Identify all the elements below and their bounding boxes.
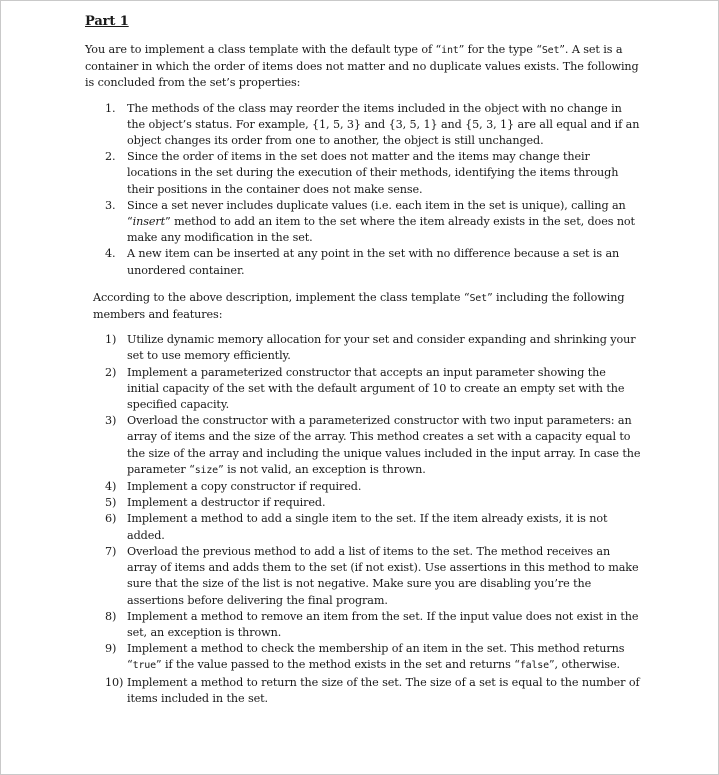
feature-item bbox=[85, 332, 641, 364]
lead-paragraph: According to the above description, implement the class template “Set” including the following members and features: bbox=[93, 290, 625, 322]
list-number: 6) bbox=[105, 512, 117, 526]
list-number: 8) bbox=[105, 609, 117, 623]
list-number: 10) bbox=[105, 675, 124, 689]
feature-item bbox=[85, 511, 641, 543]
document-content bbox=[85, 13, 641, 707]
list-number: 7) bbox=[105, 544, 117, 558]
code-int: int bbox=[441, 45, 459, 56]
feature-text: Overload the previous method to add a list of items to the set. The method receives an array of items and adds them to the set (if not exist). Use assertions in this method to make sure that the size of the list is not negative. Make sure you are disabling you’re the assertions before delivering the final program. bbox=[127, 544, 639, 607]
list-number: 5) bbox=[105, 496, 117, 510]
code-set: Set bbox=[541, 45, 560, 56]
feature-text: Implement a method to check the membership of an item in the set. This method returns “true” if the value passed to the method exists in the set and returns “false”, otherwise. bbox=[127, 642, 625, 672]
feature-text: Implement a method to return the size of the set. The size of a set is equal to the number of items included in the set. bbox=[127, 675, 640, 705]
code-true: true bbox=[132, 660, 156, 672]
properties-list bbox=[85, 101, 641, 279]
code-size: size bbox=[194, 464, 219, 476]
list-number: 9) bbox=[105, 642, 117, 656]
property-item bbox=[85, 246, 641, 278]
list-number: 1) bbox=[105, 333, 117, 347]
feature-item bbox=[85, 544, 641, 609]
property-text: Since the order of items in the set does not matter and the items may change their locations in the set during the execution of their methods, identifying the items through their positions in the container does not make sense. bbox=[127, 150, 619, 196]
list-number: 3) bbox=[105, 414, 117, 428]
code-false: false bbox=[519, 660, 549, 672]
list-number: 2. bbox=[105, 150, 116, 164]
list-number: 1. bbox=[105, 101, 116, 115]
property-text: Since a set never includes duplicate values (i.e. each item in the set is unique), calling an “insert” method to add an item to the set where the item already exists in the set, does not make any modification in the set. bbox=[127, 198, 635, 245]
list-number: 4. bbox=[105, 247, 116, 261]
property-text: The methods of the class may reorder the items included in the object with no change in the object’s status. For example, {1, 5, 3} and {3, 5, 1} and {5, 3, 1} are all equal and if an object changes its order from one to another, the object is still unchanged. bbox=[127, 101, 640, 148]
code-set: Set bbox=[469, 292, 487, 304]
feature-text: Implement a method to add a single item to the set. If the item already exists, it is not added. bbox=[127, 512, 608, 542]
feature-item bbox=[85, 675, 641, 707]
list-number: 2) bbox=[105, 365, 117, 379]
list-number: 4) bbox=[105, 480, 117, 494]
intro-paragraph: You are to implement a class template with the default type of “int” for the type “Set”. A set is a container in which the order of items does not matter and no duplicate values exists. The following is concluded from the set’s properties: bbox=[85, 43, 639, 90]
features-list bbox=[85, 332, 641, 707]
feature-item bbox=[85, 365, 641, 414]
feature-text: Overload the constructor with a parameterized constructor with two input parameters: an array of items and the size of the array. This method creates a set with a capacity equal to the size of the array and including the unique values included in the input array. In case the parameter “size” is not valid, an exception is thrown. bbox=[127, 414, 641, 476]
list-number: 3. bbox=[105, 198, 116, 212]
feature-text: Implement a method to remove an item from the set. If the input value does not exist in the set, an exception is thrown. bbox=[127, 609, 639, 639]
feature-text: Implement a destructor if required. bbox=[127, 496, 326, 510]
feature-text: Implement a copy constructor if required. bbox=[127, 480, 362, 494]
section-title: Part 1 bbox=[85, 14, 129, 29]
property-item bbox=[85, 149, 641, 198]
feature-item bbox=[85, 479, 641, 495]
property-item bbox=[85, 101, 641, 150]
feature-item bbox=[85, 641, 641, 674]
feature-text: Utilize dynamic memory allocation for your set and consider expanding and shrinking your set to use memory efficiently. bbox=[127, 333, 636, 363]
feature-item bbox=[85, 609, 641, 641]
property-item bbox=[85, 198, 641, 247]
feature-item bbox=[85, 495, 641, 511]
feature-text: Implement a parameterized constructor that accepts an input parameter showing the initial capacity of the set with the default argument of 10 to create an empty set with the specified capacity. bbox=[127, 365, 625, 412]
emphasis-insert: insert bbox=[132, 215, 166, 229]
property-text: A new item can be inserted at any point in the set with no difference because a set is an unordered container. bbox=[127, 247, 620, 277]
feature-item bbox=[85, 413, 641, 479]
